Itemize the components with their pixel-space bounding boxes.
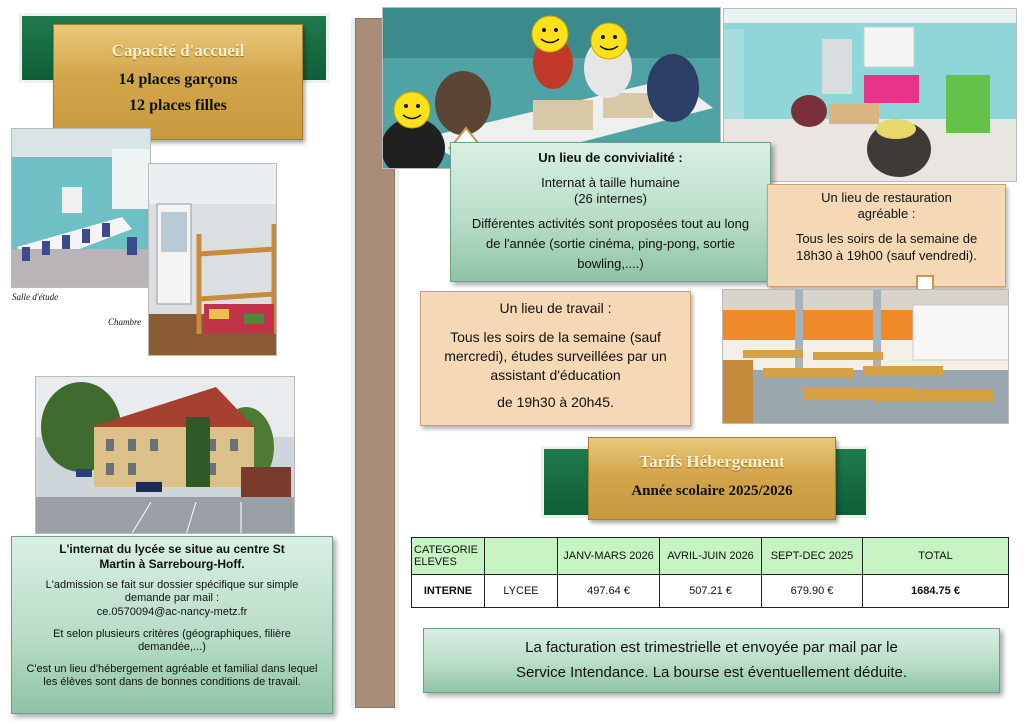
tarifs-table <box>411 537 1009 608</box>
cell-total: 1684.75 € <box>863 575 1009 608</box>
tarifs-title: Tarifs Hébergement <box>639 452 785 471</box>
capacity-box <box>53 24 303 140</box>
study-room-photo <box>11 128 151 288</box>
cafeteria-photo <box>722 289 1009 424</box>
building-illustration <box>36 377 295 534</box>
header-q1: JANV-MARS 2026 <box>558 538 660 575</box>
work-hours: de 19h30 à 20h45. <box>497 394 614 410</box>
conviviality-box <box>450 142 771 282</box>
study-room-caption: Salle d'étude <box>12 292 59 302</box>
conviviality-line2: (26 internes) <box>574 191 647 206</box>
capacity-title: Capacité d'accueil <box>111 41 245 60</box>
billing-line2: Service Intendance. La bourse est éventuellement déduite. <box>515 664 908 681</box>
internat-admission: L'admission se fait sur dossier spécifique sur simple demande par mail : <box>45 579 299 604</box>
conviviality-title: Un lieu de convivialité : <box>538 150 683 165</box>
header-q2: AVRIL-JUIN 2026 <box>660 538 762 575</box>
conviviality-body: Différentes activités sont proposées tout au long de l'année (sortie cinéma, ping-pong, sortie bowling,....) <box>471 216 750 271</box>
capacity-boys: 14 places garçons <box>118 71 238 88</box>
cell-level: LYCEE <box>485 575 558 608</box>
internat-info-box <box>11 536 333 714</box>
cell-q3: 679.90 € <box>762 575 863 608</box>
tarifs-subtitle: Année scolaire 2025/2026 <box>631 483 793 499</box>
bedroom-photo <box>148 163 277 356</box>
cell-q2: 507.21 € <box>660 575 762 608</box>
study-room-illustration <box>12 129 151 288</box>
header-total: TOTAL <box>863 538 1009 575</box>
bedroom-caption: Chambre <box>108 317 142 327</box>
header-q3: SEPT-DEC 2025 <box>762 538 863 575</box>
smiley-icon <box>591 23 627 59</box>
smiley-icon <box>532 16 568 52</box>
capacity-girls: 12 places filles <box>129 97 227 114</box>
header-category: CATEGORIE ELEVES <box>412 538 485 575</box>
building-photo <box>35 376 295 534</box>
smiley-icon <box>394 92 430 128</box>
internat-closing: C'est un lieu d'hébergement agréable et familial dans lequel les élèves sont dans de bonnes conditions de travail. <box>26 663 318 688</box>
header-empty <box>485 538 558 575</box>
restaurant-box <box>767 184 1006 287</box>
tarifs-box <box>588 437 836 520</box>
table-row <box>412 575 1009 608</box>
work-box <box>420 291 691 426</box>
work-body: Tous les soirs de la semaine (sauf mercredi), études surveillées par un assistant d'éducation <box>444 329 667 383</box>
billing-box <box>423 628 1000 693</box>
internat-criteria: Et selon plusieurs critères (géographiques, filière demandée,...) <box>53 628 291 653</box>
bedroom-illustration <box>149 164 277 356</box>
work-title: Un lieu de travail : <box>499 300 612 316</box>
restaurant-body: Tous les soirs de la semaine de 18h30 à 19h00 (sauf vendredi). <box>795 231 978 263</box>
cafeteria-illustration <box>723 290 1009 424</box>
internat-email[interactable]: ce.0570094@ac-nancy-metz.fr <box>96 606 248 618</box>
tarifs-header-row <box>412 538 1009 575</box>
restaurant-title: Un lieu de restauration agréable : <box>821 190 952 221</box>
internat-location: L'internat du lycée se situe au centre St Martin à Sarrebourg-Hoff. <box>59 542 285 571</box>
billing-line1: La facturation est trimestrielle et envoyée par mail par le <box>525 639 898 656</box>
conviviality-line1: Internat à taille humaine <box>541 175 680 190</box>
cell-q1: 497.64 € <box>558 575 660 608</box>
cell-category: INTERNE <box>412 575 485 608</box>
